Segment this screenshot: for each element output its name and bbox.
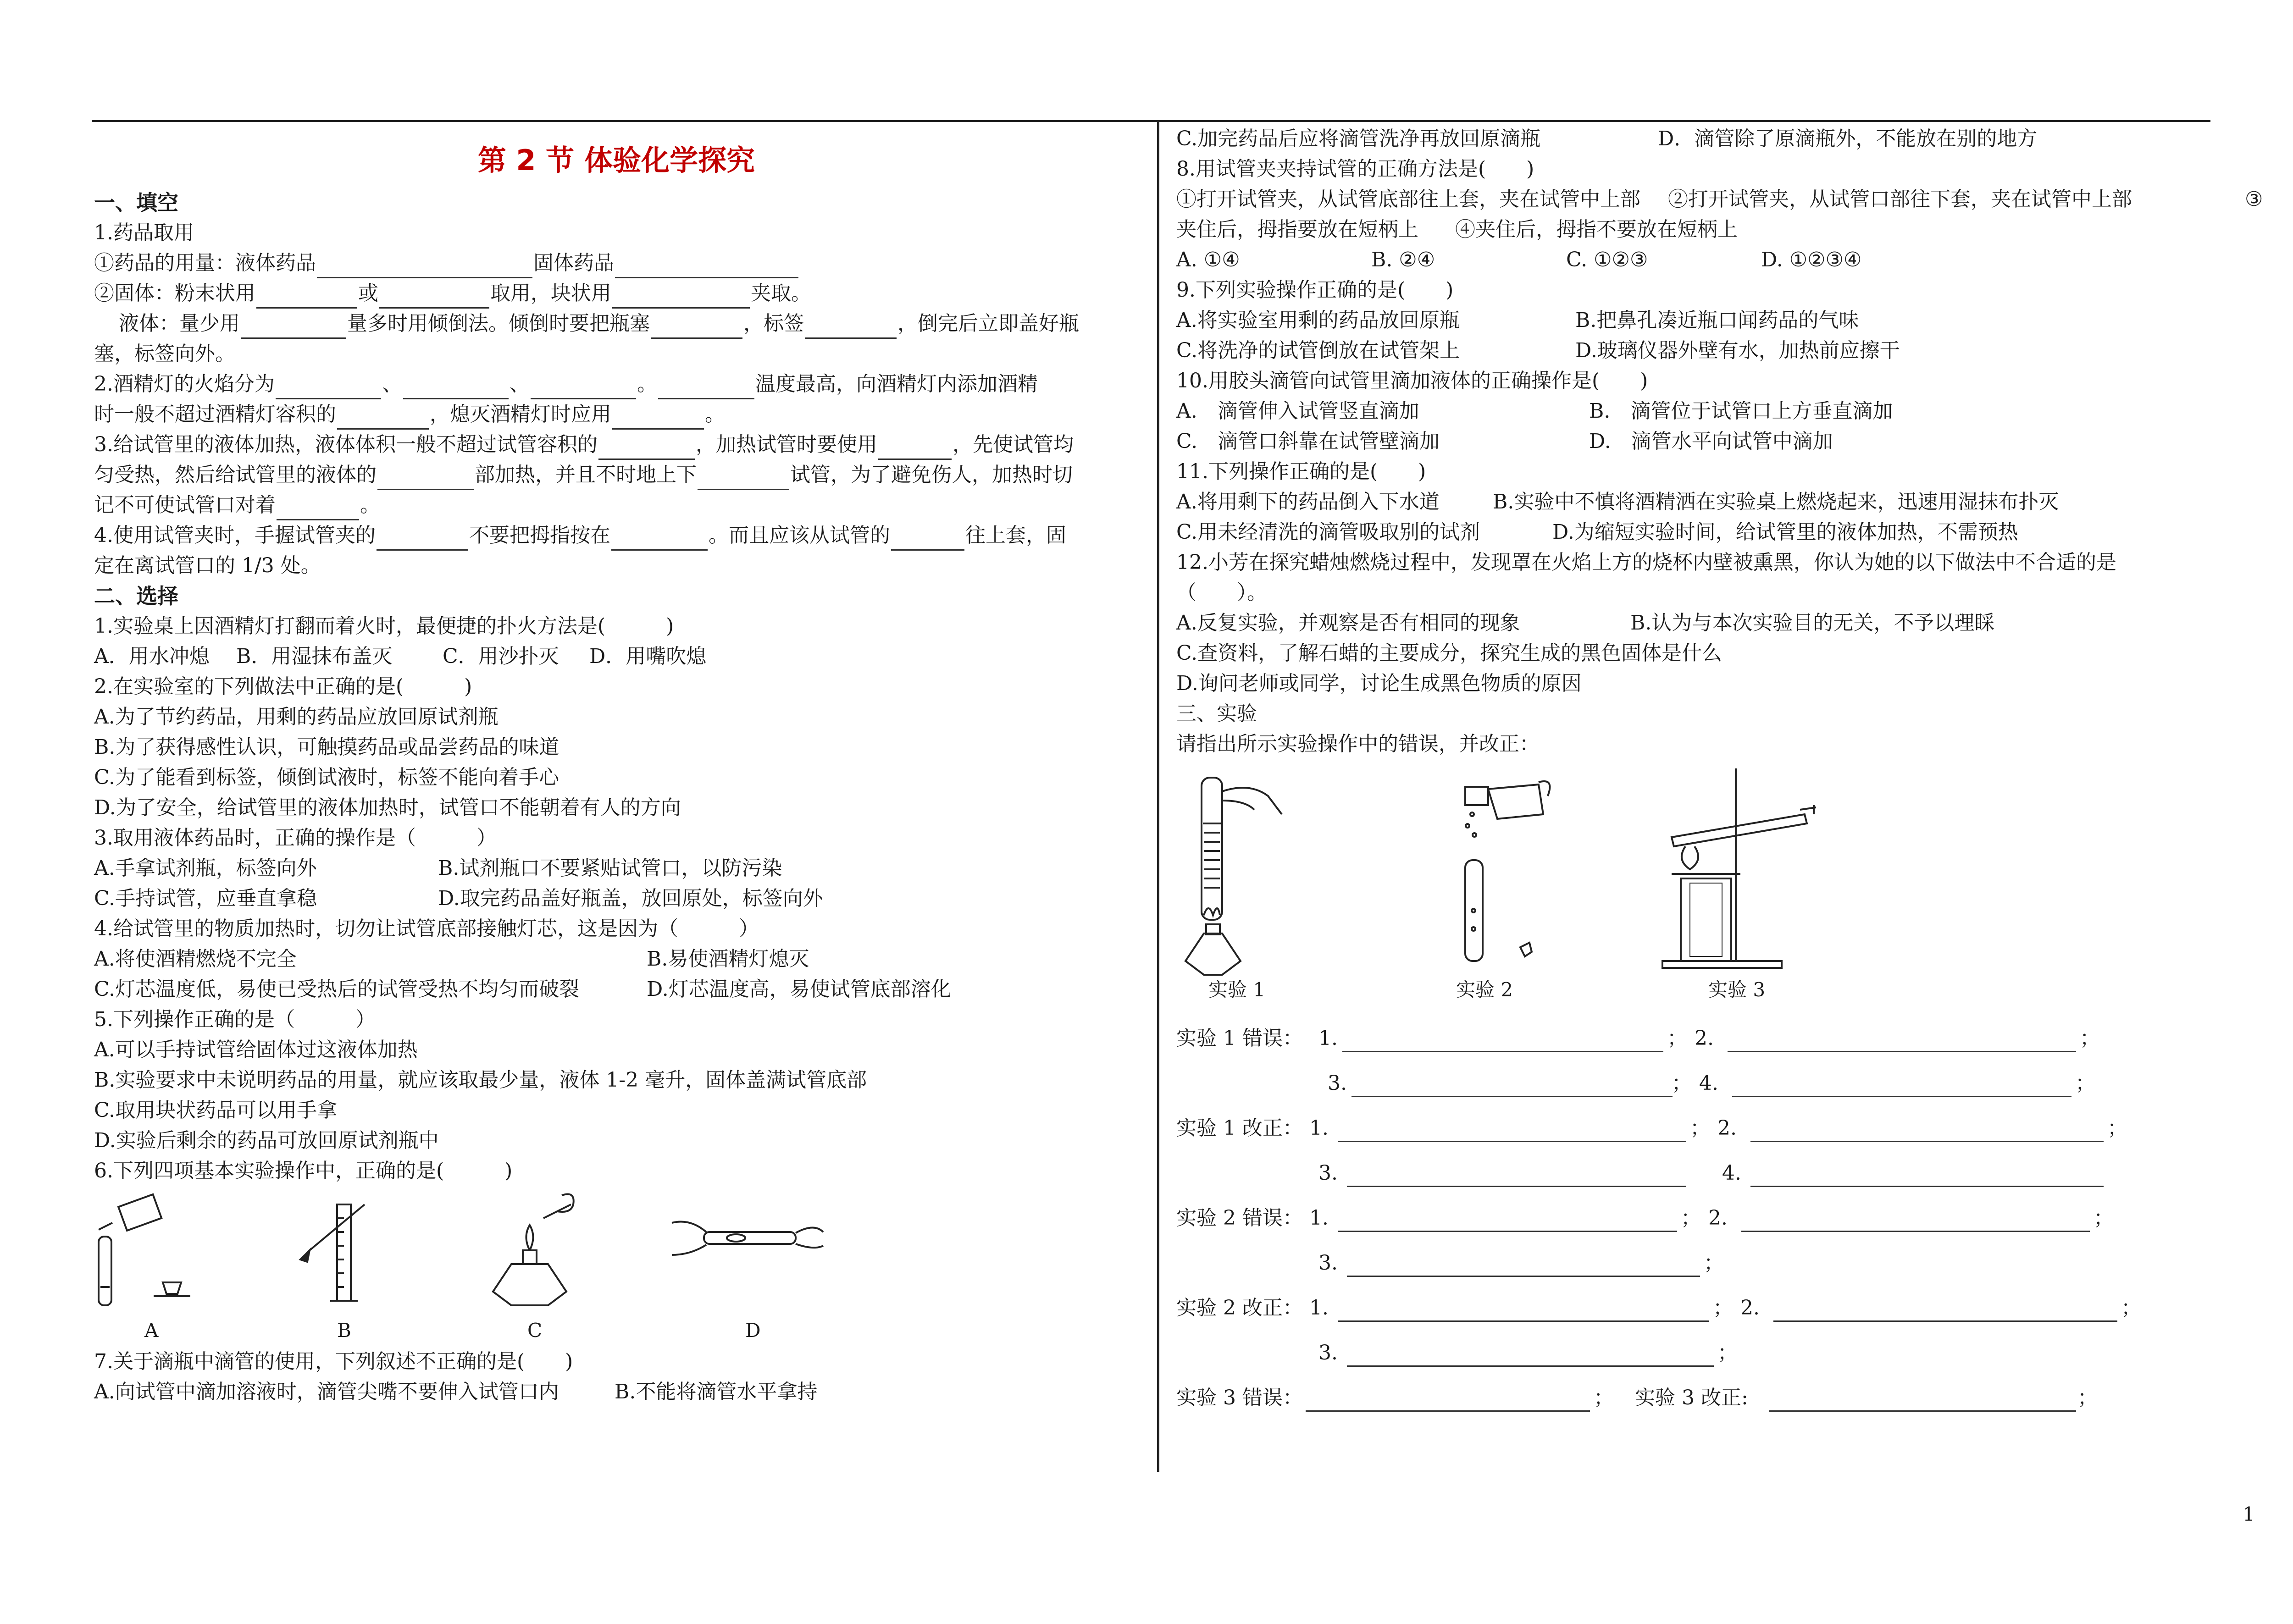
option[interactable]: B.易使酒精灯熄灭: [647, 947, 809, 971]
title-name: 体验化学探究: [584, 144, 755, 177]
option[interactable]: C.手持试管，应垂直拿稳: [94, 887, 317, 910]
blank[interactable]: [377, 468, 474, 490]
option[interactable]: A. 滴管伸入试管竖直滴加: [1176, 399, 1419, 423]
option[interactable]: C.加完药品后应将滴管洗净再放回原滴瓶: [1176, 127, 1541, 150]
answer-blank[interactable]: [1338, 1299, 1709, 1322]
option[interactable]: D. 滴管水平向试管中滴加: [1589, 430, 1833, 453]
q6-figures: [94, 1186, 1149, 1347]
part3-intro: 请指出所示实验操作中的错误，并改正：: [1176, 732, 1540, 756]
option[interactable]: A.为了节约药品，用剩的药品应放回原试剂瓶: [94, 705, 498, 729]
option[interactable]: D.询问老师或同学，讨论生成黑色物质的原因: [1176, 672, 1582, 695]
exp3-row: 实验 3 错误： ； 实验 3 改正: ；: [1176, 1375, 2270, 1420]
q6-label-a: A: [144, 1319, 159, 1342]
mc-q3: 3.取用液体药品时，正确的操作是（ ）: [94, 826, 497, 850]
mc-q12-options-ab: [1176, 608, 2270, 638]
answer-blank[interactable]: [1338, 1120, 1686, 1142]
option[interactable]: B. 滴管位于试管口上方垂直滴加: [1589, 399, 1893, 423]
blank[interactable]: [698, 468, 789, 490]
exp1-error-row-1: 实验 1 错误： 1. ； 2. ；: [1176, 1016, 2270, 1061]
mc-q4-options-cd: [94, 974, 1149, 1005]
q6-label-d: D: [745, 1319, 761, 1342]
option[interactable]: C.将洗净的试管倒放在试管架上: [1176, 339, 1460, 362]
option[interactable]: B.为了获得感性认识，可触摸药品或品尝药品的味道: [94, 735, 559, 759]
answer-blank[interactable]: [1750, 1120, 2104, 1142]
page-number: 1: [2243, 1503, 2255, 1525]
blank[interactable]: [337, 407, 429, 430]
answer-blank[interactable]: [1306, 1389, 1590, 1412]
blank[interactable]: [379, 286, 489, 309]
answer-blank[interactable]: [1338, 1210, 1677, 1232]
experiment-2-figure: [1456, 764, 1575, 979]
mc-q1: 1.实验桌上因酒精灯打翻而着火时，最便捷的扑火方法是( ): [94, 614, 674, 638]
option[interactable]: A.反复实验，并观察是否有相同的现象: [1176, 611, 1520, 635]
option[interactable]: A.将使酒精燃烧不完全: [94, 947, 297, 971]
q1-line-b: ②固体：粉末状用 或 取用，块状用 夹取。: [94, 278, 1149, 309]
blank[interactable]: [658, 377, 754, 399]
q3-line-b: 匀受热，然后给试管里的液体的 部加热，并且不时地上下 试管，为了避免伤人，加热时切: [94, 460, 1149, 490]
experiment-2-label: 实验 2: [1456, 978, 1513, 1001]
mc-q4: 4.给试管里的物质加热时，切勿让试管底部接触灯芯，这是因为（ ）: [94, 917, 759, 940]
blank[interactable]: [276, 377, 381, 399]
blank[interactable]: [615, 256, 798, 278]
experiment-figures: [1176, 759, 2270, 1016]
q6-figure-d: [663, 1204, 828, 1278]
part1-heading: 一、填空: [94, 190, 178, 215]
option[interactable]: C.为了能看到标签，倾倒试液时，标签不能向着手心: [94, 766, 559, 789]
experiment-3-label: 实验 3: [1708, 978, 1766, 1001]
answer-blank[interactable]: [1342, 1030, 1663, 1052]
blank[interactable]: [531, 377, 636, 399]
mc-q11-options-ab: [1176, 487, 2270, 517]
title-section: 第 2 节: [477, 144, 575, 177]
blank[interactable]: [612, 286, 750, 309]
answer-blank[interactable]: [1769, 1389, 2076, 1412]
q6-label-c: C: [527, 1319, 543, 1342]
blank[interactable]: [241, 316, 346, 339]
page-title: [94, 138, 1149, 178]
option[interactable]: C.取用块状药品可以用手拿: [94, 1099, 338, 1122]
mc-q8-line2: 夹住后，拇指要放在短柄上 ④夹住后，拇指不要放在短柄上: [1176, 218, 1738, 241]
mc-q8-line1: ①打开试管夹，从试管底部往上套，夹在试管中上部 ②打开试管夹，从试管口部往下套，夹在试管中上部 ③: [1176, 188, 2263, 211]
exp2-fix-row-1: 实验 2 改正： 1. ； 2. ；: [1176, 1286, 2270, 1331]
exp2-fix-row-2: 3. ；: [1176, 1331, 2270, 1375]
option[interactable]: B.实验要求中未说明药品的用量，就应该取最少量，液体 1-2 毫升，固体盖满试管底部: [94, 1068, 867, 1092]
top-rule: [92, 120, 2210, 122]
blank[interactable]: [277, 498, 359, 520]
option[interactable]: D．用嘴吹熄: [589, 645, 707, 668]
option[interactable]: B.把鼻孔凑近瓶口闻药品的气味: [1575, 309, 1859, 332]
q1-line-d: 塞，标签向外。: [94, 342, 235, 365]
blank[interactable]: [805, 316, 897, 339]
answer-blank[interactable]: [1351, 1075, 1673, 1097]
q1-title: 1.药品取用: [94, 221, 194, 244]
mc-q10: 10.用胶头滴管向试管里滴加液体的正确操作是( ): [1176, 369, 1648, 392]
mc-q3-options-ab: [94, 853, 1149, 884]
q4-line-b: 定在离试管口的 1/3 处。: [94, 554, 321, 577]
option[interactable]: B.实验中不慎将酒精洒在实验桌上燃烧起来，迅速用湿抹布扑灭: [1493, 490, 2059, 514]
answer-blank[interactable]: [1347, 1165, 1686, 1187]
q6-figure-c: [479, 1186, 585, 1324]
exp2-error-row-2: 3. ；: [1176, 1241, 2270, 1286]
option[interactable]: A. ①④: [1176, 248, 1240, 271]
mc-q7: 7.关于滴瓶中滴管的使用，下列叙述不正确的是( ): [94, 1350, 573, 1373]
mc-q12-paren: （ ）。: [1176, 581, 1267, 604]
option[interactable]: C．用沙扑灭: [443, 645, 559, 668]
blank[interactable]: [891, 528, 964, 551]
mc-q7-options-ab: [94, 1377, 1149, 1407]
part3-heading: 三、实验: [1176, 702, 1257, 725]
blank[interactable]: [878, 437, 952, 460]
option[interactable]: D．滴管除了原滴瓶外，不能放在别的地方: [1658, 127, 2038, 150]
option[interactable]: B. ②④: [1371, 248, 1435, 271]
blank[interactable]: [651, 316, 742, 339]
q6-label-b: B: [337, 1319, 351, 1342]
option[interactable]: A.手拿试剂瓶，标签向外: [94, 856, 317, 880]
exp1-fix-row-2: 3. 4.: [1176, 1151, 2270, 1196]
exp1-fix-row-1: 实验 1 改正： 1. ； 2. ；: [1176, 1106, 2270, 1151]
mc-q8-options: [1176, 245, 2270, 275]
option[interactable]: C.用未经清洗的滴管吸取别的试剂: [1176, 520, 1480, 544]
answer-blank[interactable]: [1728, 1030, 2076, 1052]
mc-q2: 2.在实验室的下列做法中正确的是( ): [94, 675, 472, 698]
option[interactable]: A．用水冲熄: [94, 645, 210, 668]
mc-q1-options: [94, 641, 1149, 672]
mc-q12: 12.小芳在探究蜡烛燃烧过程中，发现罩在火焰上方的烧杯内壁被熏黑，你认为她的以下做法中不合适的是: [1176, 551, 2116, 574]
mc-q5: 5.下列操作正确的是（ ）: [94, 1008, 376, 1031]
answer-blank[interactable]: [1732, 1075, 2071, 1097]
experiment-1-label: 实验 1: [1208, 978, 1266, 1001]
option[interactable]: B．用湿抹布盖灭: [236, 645, 393, 668]
q6-figure-a: [94, 1186, 199, 1324]
mc-q11: 11.下列操作正确的是( ): [1176, 460, 1426, 483]
blank[interactable]: [612, 407, 704, 430]
part2-heading: 二、选择: [94, 584, 178, 608]
blank[interactable]: [403, 377, 509, 399]
mc-q9-options-ab: [1176, 305, 2270, 336]
answer-blank[interactable]: [1773, 1299, 2117, 1322]
mc-q10-options-ab: [1176, 396, 2270, 426]
left-column: [94, 124, 1149, 1407]
right-column: [1176, 124, 2270, 1420]
blank[interactable]: [377, 528, 468, 551]
answer-blank[interactable]: [1741, 1210, 2090, 1232]
blank[interactable]: [317, 256, 532, 278]
exp1-error-row-2: 3. ； 4. ；: [1176, 1061, 2270, 1106]
option[interactable]: B.认为与本次实验目的无关，不予以理睬: [1630, 611, 1995, 635]
mc-q9-options-cd: [1176, 336, 2270, 366]
option[interactable]: A.向试管中滴加溶液时，滴管尖嘴不要伸入试管口内: [94, 1380, 559, 1403]
option[interactable]: D.实验后剩余的药品可放回原试剂瓶中: [94, 1129, 439, 1152]
answer-blank[interactable]: [1347, 1254, 1700, 1277]
answer-blank[interactable]: [1347, 1344, 1714, 1367]
mc-q11-options-cd: [1176, 517, 2270, 547]
option[interactable]: C. ①②③: [1566, 248, 1648, 271]
option[interactable]: B.试剂瓶口不要紧贴试管口，以防污染: [438, 856, 782, 880]
option[interactable]: C. 滴管口斜靠在试管壁滴加: [1176, 430, 1440, 453]
mc-q8: 8.用试管夹夹持试管的正确方法是( ): [1176, 157, 1534, 181]
q3-line-a: 3.给试管里的液体加热，液体体积一般不超过试管容积的 ，加热试管时要使用 ，先使试管均: [94, 430, 1149, 460]
option[interactable]: C.灯芯温度低，易使已受热后的试管受热不均匀而破裂: [94, 978, 580, 1001]
mc-q3-options-cd: [94, 884, 1149, 914]
option[interactable]: A.将用剩下的药品倒入下水道: [1176, 490, 1440, 514]
option[interactable]: D.为了安全，给试管里的液体加热时，试管口不能朝着有人的方向: [94, 796, 681, 819]
q4-line-a: 4.使用试管夹时，手握试管夹的 不要把拇指按在 。而且应该从试管的 往上套，固: [94, 520, 1149, 551]
option[interactable]: D.为缩短实验时间，给试管里的液体加热，不需预热: [1552, 520, 2018, 544]
option[interactable]: D. ①②③④: [1761, 248, 1862, 271]
option[interactable]: D.取完药品盖好瓶盖，放回原处，标签向外: [438, 887, 823, 910]
blank[interactable]: [598, 437, 695, 460]
experiment-3-figure: [1653, 764, 1846, 979]
q2-line-a: 2.酒精灯的火焰分为 、 、 。 温度最高，向酒精灯内添加酒精: [94, 369, 1149, 399]
column-divider: [1157, 120, 1159, 1472]
q1-line-c: 液体：量少用 量多时用倾倒法。倾倒时要把瓶塞 ，标签 ，倒完后立即盖好瓶: [94, 309, 1149, 339]
option[interactable]: A.将实验室用剩的药品放回原瓶: [1176, 309, 1460, 332]
q2-line-b: 时一般不超过酒精灯容积的 ，熄灭酒精灯时应用 。: [94, 399, 1149, 430]
q1-line-a: ①药品的用量：液体药品 固体药品: [94, 248, 1149, 278]
blank[interactable]: [611, 528, 708, 551]
mc-q4-options-ab: [94, 944, 1149, 974]
exp2-error-row-1: 实验 2 错误： 1. ； 2. ；: [1176, 1196, 2270, 1241]
blank[interactable]: [256, 286, 357, 309]
mc-q10-options-cd: [1176, 426, 2270, 457]
q6-figure-b: [291, 1186, 383, 1324]
mc-q9: 9.下列实验操作正确的是( ): [1176, 278, 1454, 302]
answer-blank[interactable]: [1750, 1165, 2104, 1187]
option[interactable]: C.查资料，了解石蜡的主要成分，探究生成的黑色固体是什么: [1176, 641, 1723, 665]
q3-line-c: 记不可使试管口对着 。: [94, 490, 1149, 520]
experiment-1-figure: [1176, 764, 1296, 979]
option[interactable]: D.灯芯温度高，易使试管底部溶化: [647, 978, 951, 1001]
option[interactable]: D.玻璃仪器外壁有水，加热前应擦干: [1575, 339, 1900, 362]
option[interactable]: A.可以手持试管给固体过这液体加热: [94, 1038, 418, 1061]
mc-q7-options-cd: [1176, 124, 2270, 154]
option[interactable]: B.不能将滴管水平拿持: [615, 1380, 818, 1403]
mc-q6: 6.下列四项基本实验操作中，正确的是( ): [94, 1159, 513, 1182]
